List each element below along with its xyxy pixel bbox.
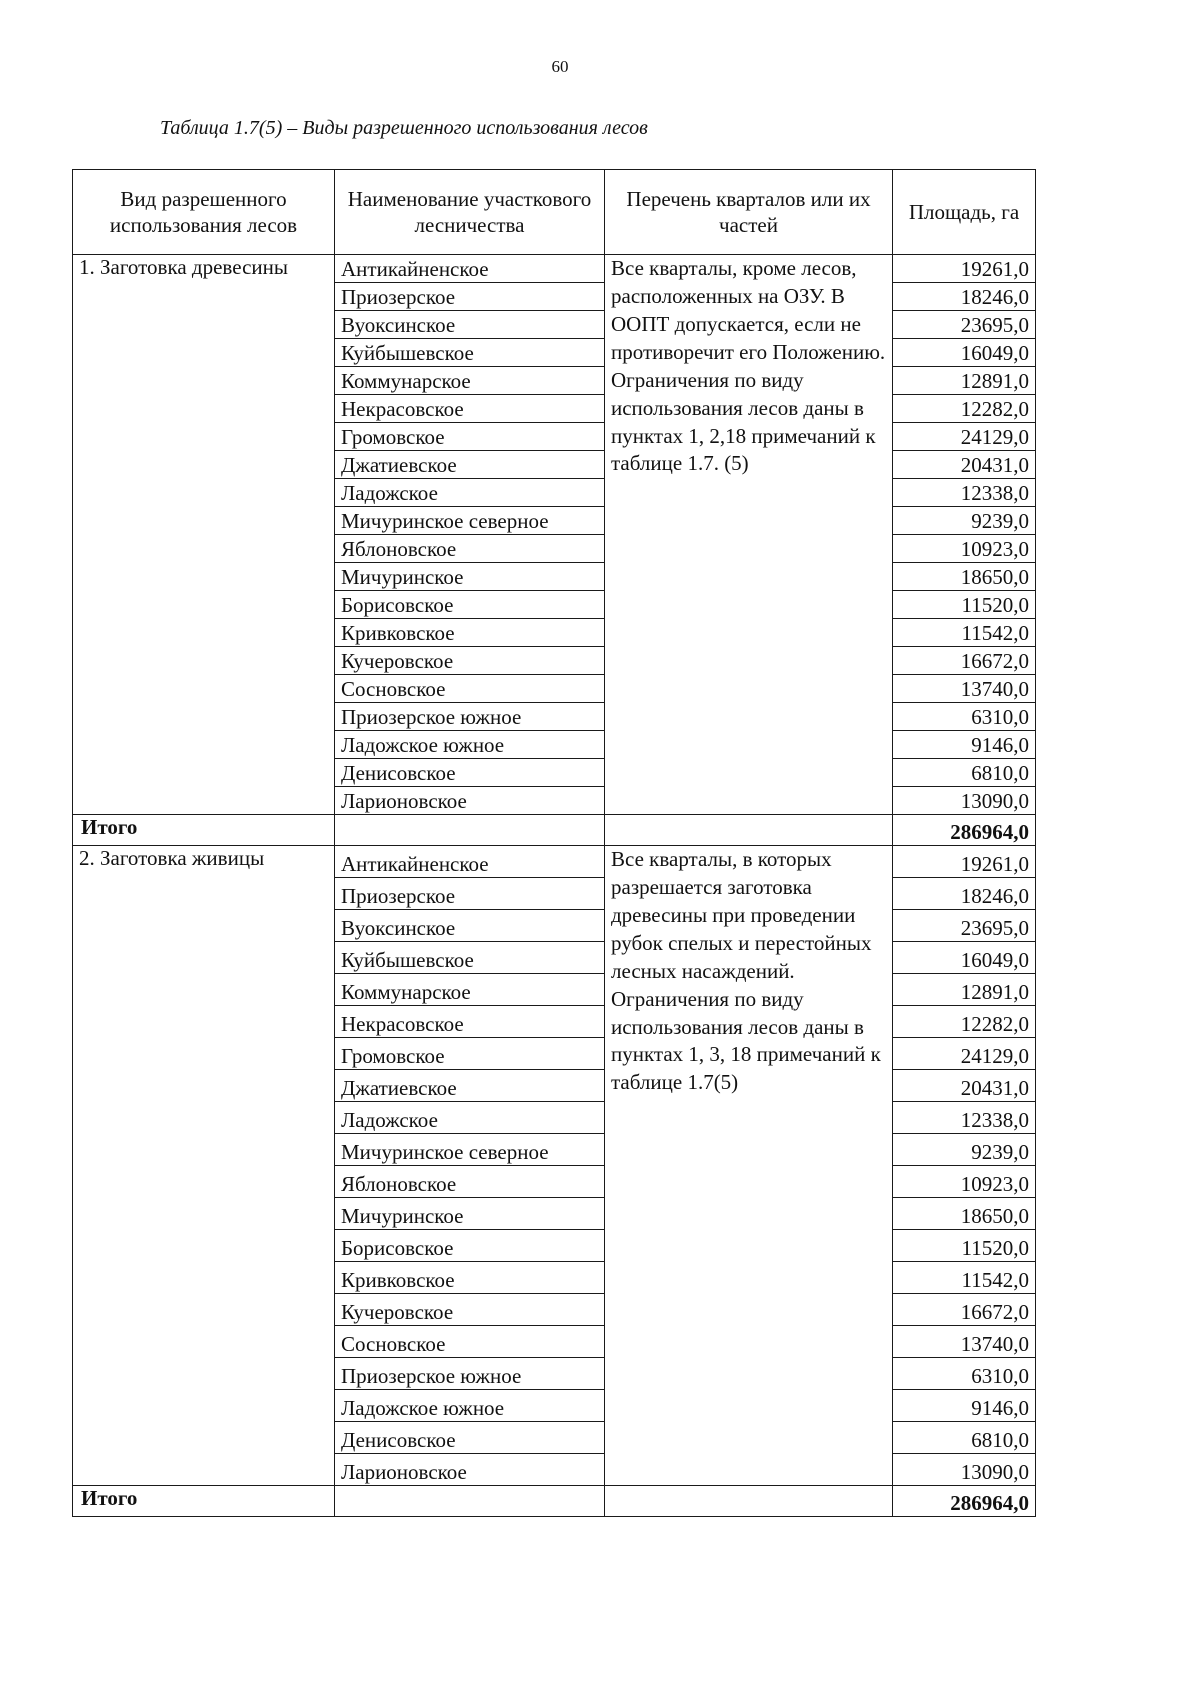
use-kind-cell: 1. Заготовка древесины (73, 255, 335, 815)
forestry-name-cell: Куйбышевское (335, 942, 605, 974)
area-cell: 19261,0 (893, 846, 1036, 878)
forestry-name-cell: Яблоновское (335, 1166, 605, 1198)
header-area: Площадь, га (893, 170, 1036, 255)
forestry-name-cell: Громовское (335, 1038, 605, 1070)
header-kind: Вид разрешенного использования лесов (73, 170, 335, 255)
header-forestry: Наименование участкового лесничества (335, 170, 605, 255)
area-cell: 9239,0 (893, 507, 1036, 535)
area-cell: 11520,0 (893, 1230, 1036, 1262)
forestry-name-cell: Ладожское (335, 1102, 605, 1134)
forestry-name-cell: Кучеровское (335, 647, 605, 675)
area-cell: 10923,0 (893, 1166, 1036, 1198)
area-cell: 18246,0 (893, 878, 1036, 910)
forestry-name-cell: Борисовское (335, 1230, 605, 1262)
forestry-name-cell: Громовское (335, 423, 605, 451)
area-cell: 20431,0 (893, 1070, 1036, 1102)
area-cell: 6810,0 (893, 1422, 1036, 1454)
blocks-list-cell: Все кварталы, кроме лесов, расположенных на ОЗУ. В ООПТ допускается, если не противоречит его Положению. Ограничения по виду использования лесов даны в пунктах 1, 2,18 примечаний к таблице 1.7. (5) (605, 255, 893, 815)
forestry-name-cell: Антикайненское (335, 846, 605, 878)
table-row (73, 846, 1036, 878)
forestry-name-cell: Ларионовское (335, 787, 605, 815)
table-caption: Таблица 1.7(5) – Виды разрешенного использования лесов (160, 117, 648, 139)
area-cell: 12338,0 (893, 479, 1036, 507)
forestry-name-cell: Коммунарское (335, 367, 605, 395)
forestry-name-cell: Яблоновское (335, 535, 605, 563)
forestry-name-cell: Ладожское южное (335, 731, 605, 759)
forestry-name-cell: Вуоксинское (335, 311, 605, 339)
area-cell: 11542,0 (893, 1262, 1036, 1294)
empty-cell (605, 815, 893, 846)
forestry-name-cell: Куйбышевское (335, 339, 605, 367)
area-cell: 10923,0 (893, 535, 1036, 563)
area-cell: 11520,0 (893, 591, 1036, 619)
empty-cell (335, 1486, 605, 1517)
forestry-name-cell: Приозерское южное (335, 1358, 605, 1390)
area-cell: 9146,0 (893, 731, 1036, 759)
table-body (73, 255, 1036, 1517)
forestry-name-cell: Ладожское южное (335, 1390, 605, 1422)
total-area-cell: 286964,0 (893, 815, 1036, 846)
forestry-name-cell: Кривковское (335, 1262, 605, 1294)
forestry-name-cell: Кривковское (335, 619, 605, 647)
forestry-name-cell: Вуоксинское (335, 910, 605, 942)
area-cell: 23695,0 (893, 311, 1036, 339)
page-number: 60 (551, 57, 569, 76)
use-kind-cell: 2. Заготовка живицы (73, 846, 335, 1486)
area-cell: 12891,0 (893, 974, 1036, 1006)
area-cell: 19261,0 (893, 255, 1036, 283)
area-cell: 13090,0 (893, 787, 1036, 815)
blocks-list-cell: Все кварталы, в которых разрешается заготовка древесины при проведении рубок спелых и перестойных лесных насаждений. Ограничения по виду использования лесов даны в пунктах 1, 3, 18 примечаний к таблице 1.7(5) (605, 846, 893, 1486)
area-cell: 13740,0 (893, 675, 1036, 703)
area-cell: 18650,0 (893, 563, 1036, 591)
forestry-name-cell: Некрасовское (335, 1006, 605, 1038)
forestry-name-cell: Мичуринское северное (335, 507, 605, 535)
area-cell: 6310,0 (893, 1358, 1036, 1390)
total-row (73, 815, 1036, 846)
forestry-name-cell: Некрасовское (335, 395, 605, 423)
area-cell: 6810,0 (893, 759, 1036, 787)
area-cell: 20431,0 (893, 451, 1036, 479)
forestry-name-cell: Антикайненское (335, 255, 605, 283)
forestry-name-cell: Мичуринское северное (335, 1134, 605, 1166)
forestry-name-cell: Кучеровское (335, 1294, 605, 1326)
forestry-name-cell: Приозерское (335, 878, 605, 910)
forestry-name-cell: Ладожское (335, 479, 605, 507)
forestry-name-cell: Джатиевское (335, 451, 605, 479)
forestry-name-cell: Приозерское южное (335, 703, 605, 731)
area-cell: 24129,0 (893, 423, 1036, 451)
area-cell: 11542,0 (893, 619, 1036, 647)
area-cell: 6310,0 (893, 703, 1036, 731)
forestry-name-cell: Мичуринское (335, 563, 605, 591)
area-cell: 12282,0 (893, 1006, 1036, 1038)
area-cell: 13740,0 (893, 1326, 1036, 1358)
area-cell: 16672,0 (893, 1294, 1036, 1326)
table-row (73, 255, 1036, 283)
area-cell: 12282,0 (893, 395, 1036, 423)
area-cell: 24129,0 (893, 1038, 1036, 1070)
area-cell: 9239,0 (893, 1134, 1036, 1166)
area-cell: 18650,0 (893, 1198, 1036, 1230)
area-cell: 13090,0 (893, 1454, 1036, 1486)
forestry-name-cell: Мичуринское (335, 1198, 605, 1230)
forestry-name-cell: Коммунарское (335, 974, 605, 1006)
forestry-name-cell: Денисовское (335, 1422, 605, 1454)
area-cell: 23695,0 (893, 910, 1036, 942)
forestry-name-cell: Джатиевское (335, 1070, 605, 1102)
forestry-name-cell: Сосновское (335, 675, 605, 703)
total-label-cell: Итого (73, 1486, 335, 1517)
total-row (73, 1486, 1036, 1517)
total-area-cell: 286964,0 (893, 1486, 1036, 1517)
area-cell: 12338,0 (893, 1102, 1036, 1134)
forest-use-table (72, 169, 1036, 1517)
forestry-name-cell: Ларионовское (335, 1454, 605, 1486)
area-cell: 12891,0 (893, 367, 1036, 395)
area-cell: 16672,0 (893, 647, 1036, 675)
table-header-row (73, 170, 1036, 255)
forestry-name-cell: Денисовское (335, 759, 605, 787)
area-cell: 16049,0 (893, 339, 1036, 367)
area-cell: 9146,0 (893, 1390, 1036, 1422)
total-label-cell: Итого (73, 815, 335, 846)
area-cell: 18246,0 (893, 283, 1036, 311)
empty-cell (335, 815, 605, 846)
forestry-name-cell: Борисовское (335, 591, 605, 619)
forestry-name-cell: Сосновское (335, 1326, 605, 1358)
header-blocks: Перечень кварталов или их частей (605, 170, 893, 255)
area-cell: 16049,0 (893, 942, 1036, 974)
forestry-name-cell: Приозерское (335, 283, 605, 311)
empty-cell (605, 1486, 893, 1517)
